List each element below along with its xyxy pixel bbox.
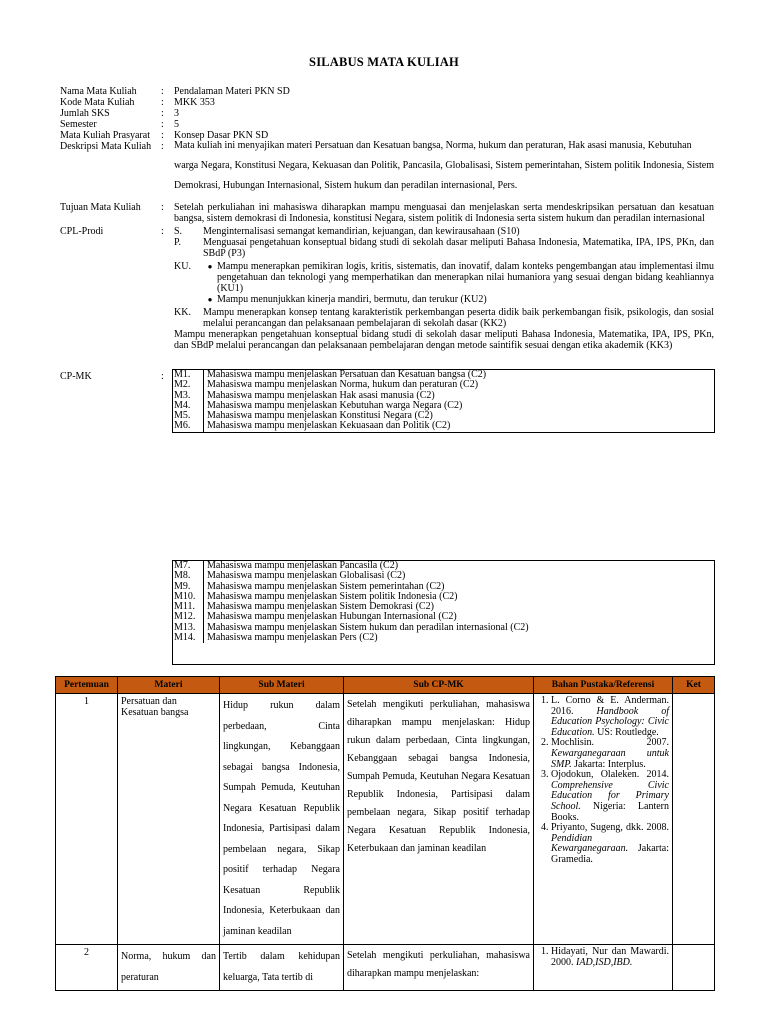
cell-materi: Persatuan dan Kesatuan bangsa [118,694,220,945]
cpl-ku1-text: Mampu menerapkan pemikiran logis, kritis, sistematis, dan inovatif, dalam konteks pengembangan atau implementasi ilmu pengetahuan dan teknologi yang memperhatikan dan menerapkan nilai humaniora yang sesuai dengan bidang keahliannya (KU1) [217,261,714,294]
list-item [203,294,714,305]
header-pertemuan: Pertemuan [56,677,118,694]
reference-list [537,947,669,968]
header-materi: Materi [118,677,220,694]
cpmk-code: M12. [174,611,196,623]
reference-text: Jakarta: Interplus. [571,758,646,770]
cpl-ku2-text: Mampu menunjukkan kinerja mandiri, bermutu, dan terukur (KU2) [217,294,487,305]
cell-sub-cpmk: Setelah mengikuti perkuliahan, mahasiswa diharapkan mampu menjelaskan: [344,945,534,991]
cpl-ku-list [203,261,714,305]
header-sub-cpmk: Sub CP-MK [344,677,534,694]
cpmk-text: Mahasiswa mampu menjelaskan Norma, hukum dan peraturan (C2) [203,380,714,390]
cpmk-label: CP-MK [60,371,92,382]
cpmk-text: Mahasiswa mampu menjelaskan Sistem politik Indonesia (C2) [203,592,714,602]
cpl-p-text: Menguasai pengetahuan konseptual bidang studi di sekolah dasar meliputi Bahasa Indonesia, Matematika, IPA, IPS, PKn, dan SBdP (P3) [203,237,714,259]
reference-item [551,770,669,823]
cpmk-code: M2. [174,379,191,391]
prasyarat-value: Konsep Dasar PKN SD [174,130,269,141]
info-row-cpl [60,226,714,351]
semester-value: 5 [174,119,179,130]
cpl-kk-text1: Mampu menerapkan konsep tentang karakteristik perkembangan peserta didik baik perkembangan fisik, psikologis, dan sosial melalui perancangan dan pelaksanaan pembelajaran di sekolah dasar (KK2) [203,307,714,329]
colon: : [161,202,164,213]
table-header-row [56,677,715,694]
cpmk-text: Mahasiswa mampu menjelaskan Sistem hukum dan peradilan internasional (C2) [203,623,714,633]
cpl-kk [174,307,714,329]
kode-value: MKK 353 [174,97,215,108]
reference-title: Comprehensive Civic Education for Primary School. [551,779,669,812]
cell-referensi [534,945,673,991]
reference-title: Handbook of Education Psychology: Civic Education. [551,705,669,738]
cpl-s-text: Menginternalisasi semangat kemandirian, kejuangan, dan kewirausahaan (S10) [203,226,520,237]
cpmk-code: M8. [174,570,191,582]
cpmk-text: Mahasiswa mampu menjelaskan Sistem Demokrasi (C2) [203,602,714,612]
tujuan-value: Setelah perkuliahan ini mahasiswa diharapkan mampu menguasai dan menjelaskan serta mendeskripsikan persatuan dan kesatuan bangsa, sistem demokrasi di Indonesia, konstitusi Negara, sistem politik di Indonesia serta sistem hukum dan peradilan internasional [174,202,714,224]
reference-text: Jakarta: Gramedia. [551,843,669,865]
table-row [56,694,715,945]
reference-item [551,947,669,968]
cell-sub-materi: Hidup rukun dalam perbedaan, Cinta lingkungan, Kebanggaan sebagai bangsa Indonesia, Sumpah Pemuda, Keutuhan Negara Kesatuan Republik Indonesia, Partisipasi dalam pembelaan negara, Sikap positif terhadap Negara Kesatuan Republik Indonesia, Keterbukaan dan jaminan keadilan [220,694,344,945]
cpl-ku [174,261,714,305]
reference-text: Priyanto, Sugeng, dkk. 2008. [551,822,669,834]
cell-sub-materi: Tertib dalam kehidupan keluarga, Tata tertib di [220,945,344,991]
cpl-kk-text2: Mampu menerapkan pengetahuan konseptual bidang studi di sekolah dasar meliputi Bahasa Indonesia, Matematika, IPA, IPS, PKn, dan SBdP melalui perancangan dan pelaksanaan pembelajaran dengan metode saintifik sesuai dengan etika akademik (KK3) [174,329,714,351]
cpmk-code: M14. [174,632,196,644]
sks-value: 3 [174,108,179,119]
cell-sub-cpmk: Setelah mengikuti perkuliahan, mahasiswa diharapkan mampu menjelaskan: Hidup rukun dalam perbedaan, Cinta lingkungan, Kebanggaan sebagai bangsa Indonesia, Sumpah Pemuda, Keutuhan Negara Kesatuan Republik Indonesia, Partisipasi dalam pembelaan negara, Sikap positif terhadap Negara Kesatuan Republik Indonesia, Keterbukaan dan jaminan keadilan [344,694,534,945]
colon: : [161,86,164,97]
cpl-s [174,226,714,237]
table-row [56,945,715,991]
cpl-p-code: P. [174,237,181,248]
cell-pertemuan: 2 [56,945,118,991]
cell-materi: Norma, hukum dan peraturan [118,945,220,991]
colon: : [161,130,164,141]
cpmk-text: Mahasiswa mampu menjelaskan Globalisasi (C2) [203,571,714,581]
kode-label: Kode Mata Kuliah [60,97,135,108]
cpl-kk-code: KK. [174,307,191,318]
colon: : [161,141,164,152]
bullet-icon: ● [207,262,213,271]
cpl-label: CPL-Prodi [60,226,104,237]
header-ket: Ket [673,677,715,694]
reference-title: IAD,ISD,IBD. [576,956,633,968]
nama-value: Pendalaman Materi PKN SD [174,86,290,97]
header-referensi: Bahan Pustaka/Referensi [534,677,673,694]
cpmk-box-1 [172,369,715,433]
cpmk-code: M3. [174,389,191,401]
reference-list [537,696,669,866]
cpl-p [174,237,714,259]
cpmk-code: M7. [174,560,191,571]
cpmk-code: M9. [174,580,191,592]
semester-label: Semester [60,119,97,130]
colon: : [161,97,164,108]
deskripsi-value: Mata kuliah ini menyajikan materi Persatuan dan Kesatuan bangsa, Norma, hukum dan peraturan, Hak asasi manusia, Kebutuhan warga Negara, Konstitusi Negara, Kekuasan dan Politik, Pancasila, Globalisasi, Sistem pemerintahan, Sistem politik Indonesia, Sistem Demokrasi, Hubungan Internasional, Sistem hukum dan peradilan internasional, Pers. [174,140,714,191]
bullet-icon: ● [207,295,213,304]
cell-ket [673,694,715,945]
info-row-sks [60,108,714,119]
info-row-tujuan [60,202,714,224]
nama-label: Nama Mata Kuliah [60,86,137,97]
cpmk-code: M11. [174,601,196,613]
cell-referensi [534,694,673,945]
course-info [60,86,714,351]
reference-text: Hidayati, Nur dan Mawardi. 2000. [551,946,669,968]
cpmk-text: Mahasiswa mampu menjelaskan Kekuasaan dan Politik (C2) [203,421,714,431]
reference-text: Mochlisin. 2007. [551,737,669,749]
reference-title: Pendidian Kewarganegaraan. [551,832,629,855]
cpmk-text: Mahasiswa mampu menjelaskan Kebutuhan warga Negara (C2) [203,401,714,411]
reference-title: Kewarganegaraan untuk SMP. [551,747,669,770]
deskripsi-label: Deskripsi Mata Kuliah [60,141,152,152]
cpl-list [174,226,714,351]
cpmk-text: Mahasiswa mampu menjelaskan Pers (C2) [203,633,714,643]
list-item [203,261,714,294]
cpmk-item [173,633,714,643]
info-row-deskripsi [60,141,714,196]
sks-label: Jumlah SKS [60,108,110,119]
reference-item [551,823,669,865]
reference-item [551,696,669,738]
cpmk-text: Mahasiswa mampu menjelaskan Pancasila (C2) [203,561,714,571]
cpmk-text: Mahasiswa mampu menjelaskan Konstitusi Negara (C2) [203,411,714,421]
reference-text: L. Corno & E. Anderman. 2016. [551,695,669,717]
prasyarat-label: Mata Kuliah Prasyarat [60,130,150,141]
colon: : [161,371,164,382]
info-row-nama [60,86,714,97]
cpl-s-code: S. [174,226,183,237]
cpmk-code: M5. [174,410,191,422]
cpmk-text: Mahasiswa mampu menjelaskan Hak asasi manusia (C2) [203,391,714,401]
syllabus-table [55,676,715,991]
cpmk-text: Mahasiswa mampu menjelaskan Sistem pemerintahan (C2) [203,582,714,592]
cpmk-box-2 [172,560,715,665]
header-sub-materi: Sub Materi [220,677,344,694]
cpmk-text: Mahasiswa mampu menjelaskan Persatuan dan Kesatuan bangsa (C2) [203,370,714,380]
cpmk-code: M4. [174,399,191,411]
cpmk-text: Mahasiswa mampu menjelaskan Hubungan Internasional (C2) [203,612,714,622]
cell-pertemuan: 1 [56,694,118,945]
cpl-ku-code: KU. [174,261,191,272]
cpmk-item [173,421,714,431]
colon: : [161,119,164,130]
colon: : [161,108,164,119]
cell-ket [673,945,715,991]
colon: : [161,226,164,237]
page-title: SILABUS MATA KULIAH [309,55,459,69]
cpmk-code: M1. [174,369,191,380]
reference-item [551,738,669,770]
cpmk-code: M6. [174,420,191,432]
info-row-semester [60,119,714,130]
tujuan-label: Tujuan Mata Kuliah [60,202,141,213]
info-row-kode [60,97,714,108]
reference-text: US: Routledge. [594,726,659,738]
reference-text: Ojodokun, Olaleken. 2014. [551,769,669,781]
cpmk-code: M13. [174,621,196,633]
cpmk-code: M10. [174,590,196,602]
reference-text: Nigeria: Lantern Books. [551,800,669,823]
